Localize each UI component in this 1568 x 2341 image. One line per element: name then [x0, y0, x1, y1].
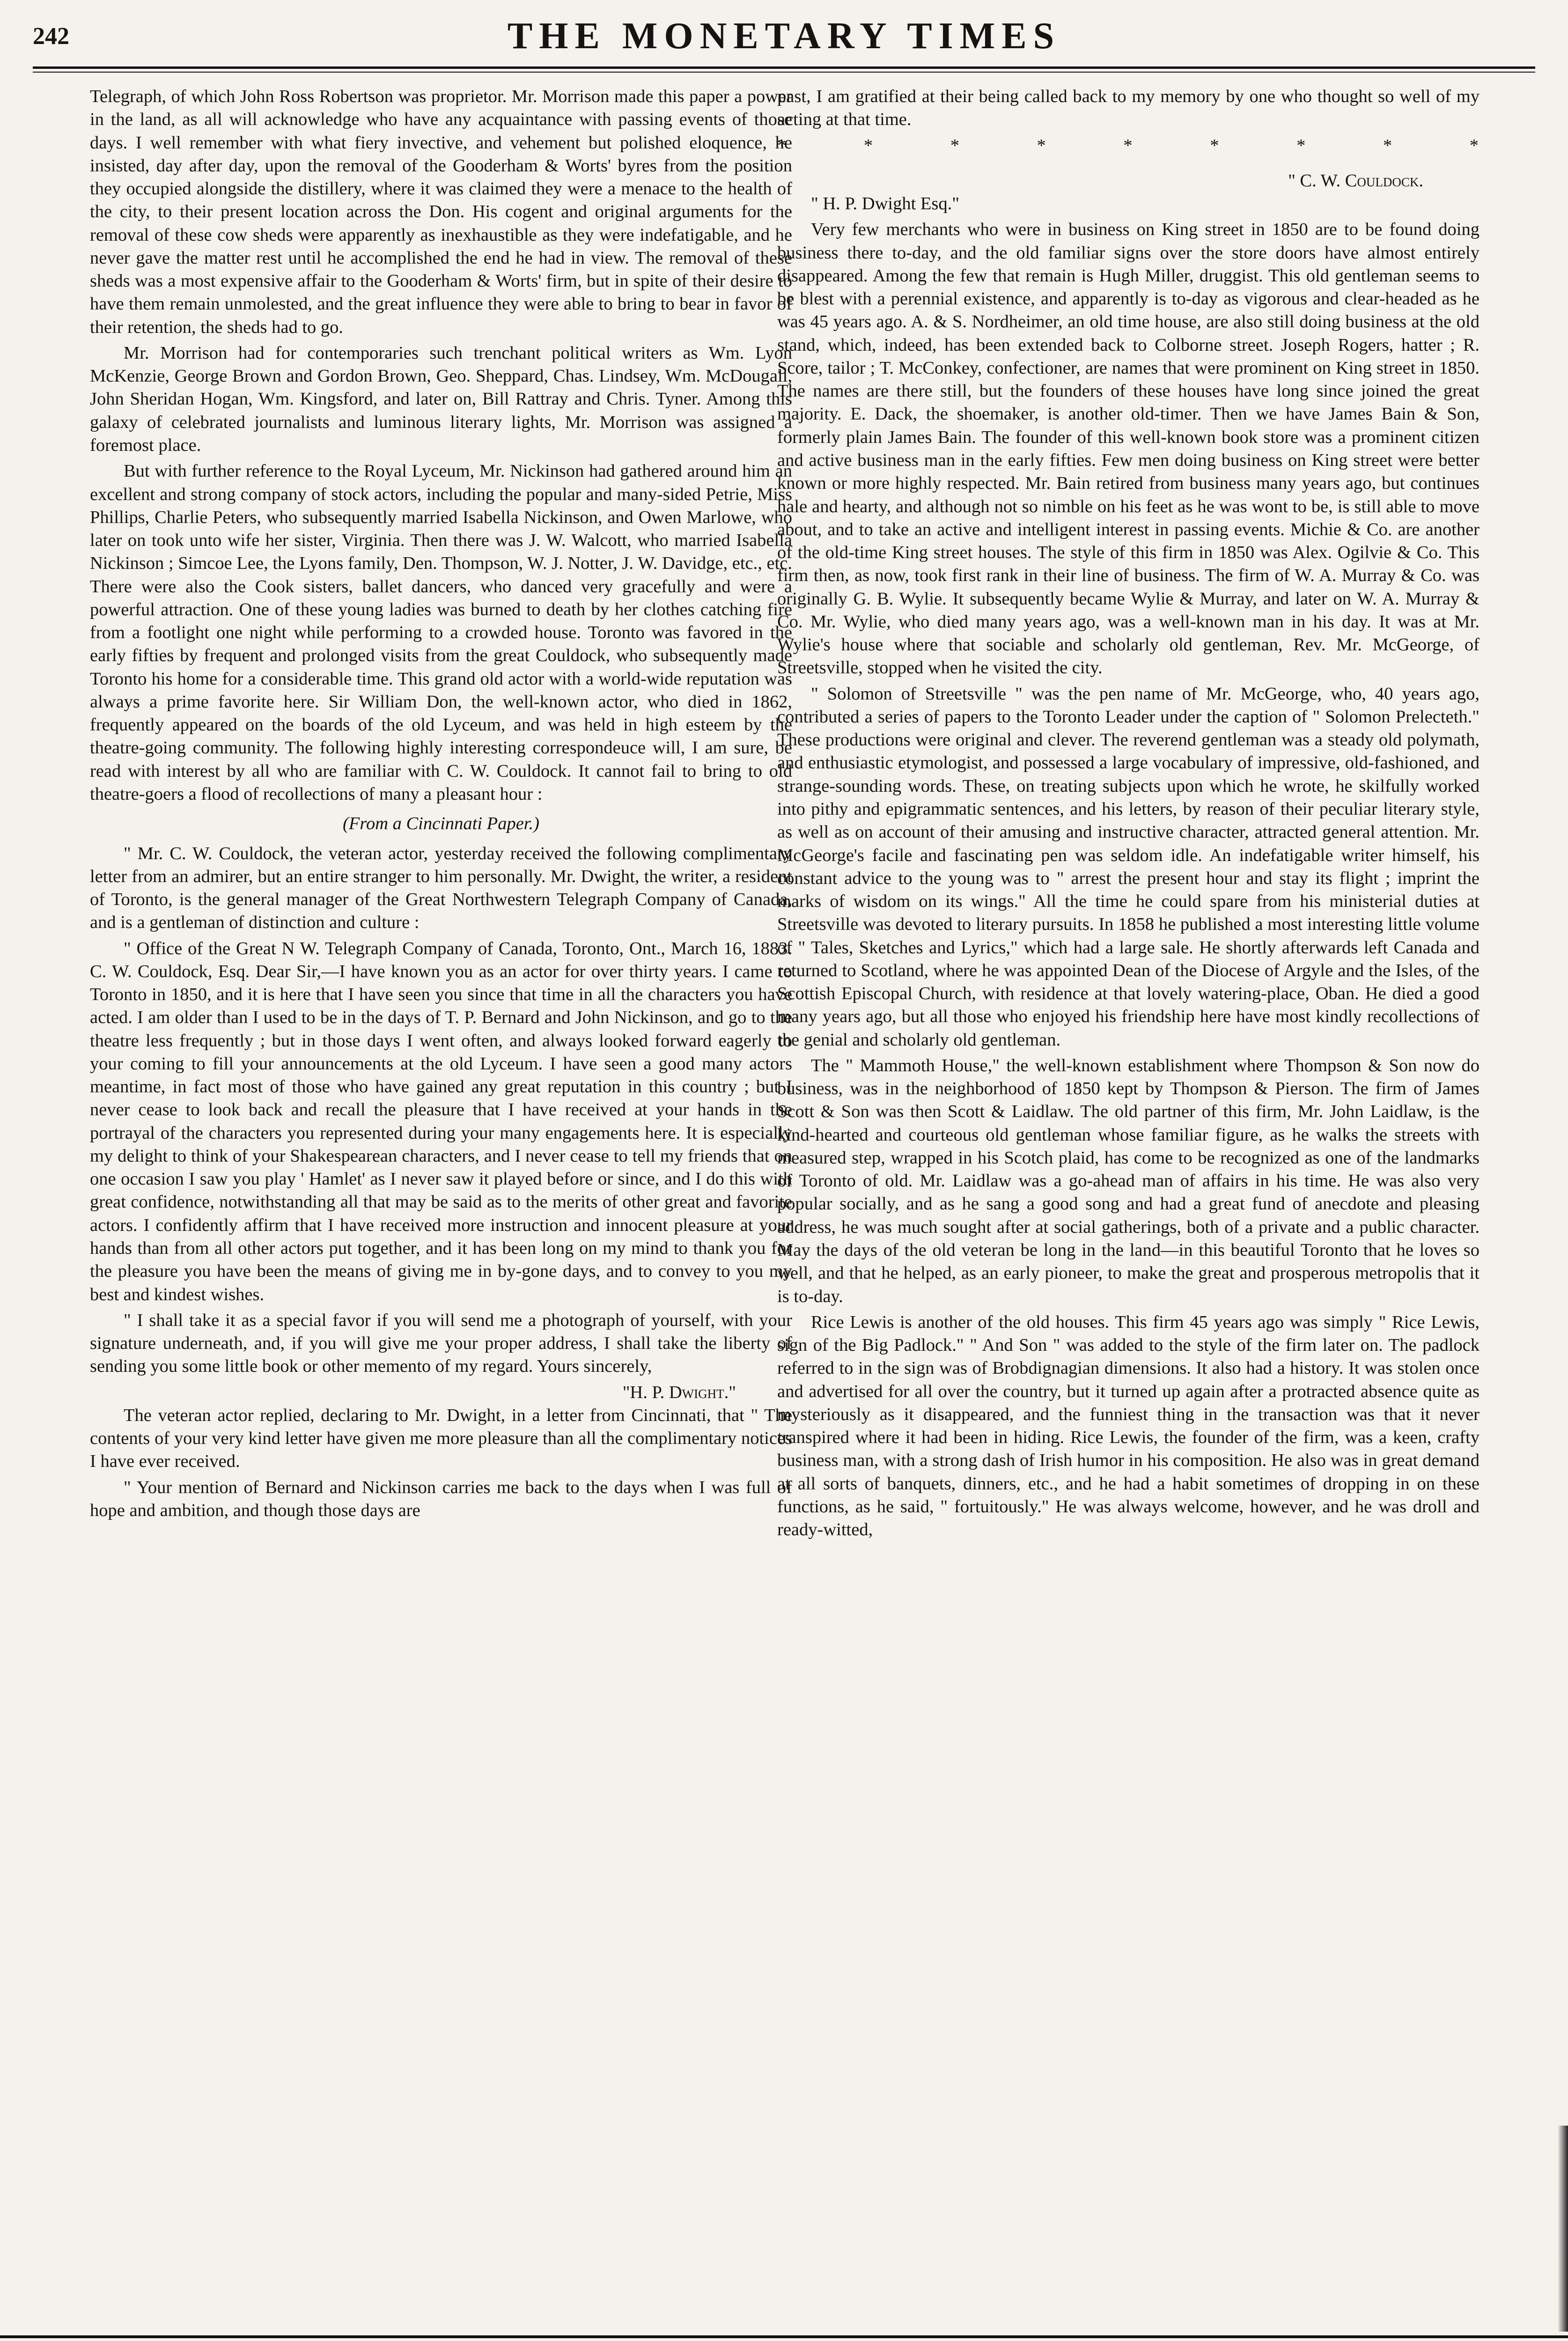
left-column — [90, 85, 792, 1525]
page-edge-shadow — [1558, 2126, 1568, 2332]
header-rule — [33, 66, 1535, 73]
paragraph: " Mr. C. W. Couldock, the veteran actor, yesterday received the following complimentary letter from an admirer, but an entire stranger to him personally. Mr. Dwight, the writer, a resident of Toronto, is the general manager of the Great Northwestern Telegraph Company of Canada, and is a gentleman of distinction and culture : — [90, 843, 792, 933]
paragraph: Mr. Morrison had for contemporaries such trenchant political writers as Wm. Lyon McKenzie, George Brown and Gordon Brown, Geo. Sheppard, Chas. Lindsey, Wm. McDougall, John Sheridan Hogan, Wm. Kingsford, and later on, Bill Rattray and Chris. Tyner. Among this galaxy of celebrated journalists and luminous literary lights, Mr. Morrison was assigned a foremost place. — [90, 343, 792, 455]
paragraph: Telegraph, of which John Ross Robertson was proprietor. Mr. Morrison made this paper a power in the land, as all will acknowledge who have any acquaintance with passing events of those days. I well remember with what fiery invective, and vehement but polished eloquence, he insisted, day after day, upon the removal of the Gooderham & Worts' byres from the position they occupied alongside the distillery, where it was claimed they were a menace to the health of the city, to their present location across the Don. His cogent and original arguments for the removal of these cow sheds were apparently as inexhaustible as they were indefatigable, and he never gave the matter rest until he accomplished the end he had in view. The removal of these sheds was a most expensive affair to the Gooderham & Worts' firm, but in spite of their desire to have them remain unmolested, and the great influence they were able to bring to bear in favor of their retention, the sheds had to go. — [90, 87, 792, 337]
paragraph: But with further reference to the Royal Lyceum, Mr. Nickinson had gathered around him an excellent and strong company of stock actors, including the popular and many-sided Petrie, Miss Phillips, Charlie Peters, who subsequently married Isabella Nickinson, and Owen Marlowe, who later on took unto wife her sister, Virginia. Then there was J. W. Walcott, who married Isabella Nickinson ; Simcoe Lee, the Lyons family, Den. Thompson, W. J. Notter, J. W. Davidge, etc., etc. There were also the Cook sisters, ballet dancers, who danced very gracefully and were a powerful attraction. One of these young ladies was burned to death by her clothes catching fire from a footlight one night while performing to a crowded house. Toronto was favored in the early fifties by frequent and prolonged visits from the great Couldock, who subsequently made Toronto his home for a considerable time. This grand old actor with a world-wide reputation was always a prime favorite here. Sir William Don, the well-known actor, who died in 1862, frequently appeared on the boards of the old Lyceum, and was held in high esteem by the theatre-going community. The following highly interesting correspondeuce will, I am sure, be read with interest by all who are familiar with C. W. Couldock. It cannot fail to bring to old theatre-goers a flood of recollections of many a pleasant hour : — [90, 461, 792, 804]
paragraph: The veteran actor replied, declaring to Mr. Dwight, in a letter from Cincinnati, that " The contents of your very kind letter have given me more pleasure than all the complimentary notices I have ever received. — [90, 1405, 792, 1472]
paragraph: past, I am gratified at their being called back to my memory by one who thought so well of my acting at that time. — [777, 87, 1480, 130]
right-column — [777, 85, 1480, 1544]
asterisk-divider: * * * * * * * * * — [777, 135, 1480, 155]
source-line: (From a Cincinnati Paper.) — [343, 814, 539, 834]
signature: " C. W. Couldock. — [1288, 170, 1423, 191]
paragraph: " I shall take it as a special favor if you will send me a photograph of yourself, with your signature underneath, and, if you will give me your proper address, I shall take the liberty of sending you some little book or other memento of my regard. Yours sincerely, — [90, 1310, 792, 1377]
paragraph: Rice Lewis is another of the old houses. This firm 45 years ago was simply " Rice Lewis, sign of the Big Padlock." " And Son " was added to the style of the firm later on. The padlock referred to in the sign was of Brobdignagian dimensions. It also had a history. It was stolen once and advertised for all over the country, but it turned up again after a protracted absence quite as mysteriously as it disappeared, and the funniest thing in the transaction was that it never transpired where it had been in hiding. Rice Lewis, the founder of the firm, was a keen, crafty business man, with a strong dash of Irish humor in his composition. He also was in great demand at all sorts of banquets, dinners, etc., and he had a habit sometimes of dropping in on these functions, as he said, " fortuitously." He was always welcome, however, and he was droll and ready-witted, — [777, 1312, 1480, 1540]
paragraph: " Your mention of Bernard and Nickinson carries me back to the days when I was full of hope and ambition, and though those days are — [90, 1477, 792, 1520]
paragraph: Very few merchants who were in business on King street in 1850 are to be found doing business there to-day, and the old familiar signs over the store doors have almost entirely disappeared. Among the few that remain is Hugh Miller, druggist. This old gentleman seems to be blest with a perennial existence, and apparently is to-day as vigorous and clear-headed as he was 45 years ago. A. & S. Nordheimer, an old time house, are also still doing business at the old stand, which, indeed, has been extended back to Colborne street. Joseph Rogers, hatter ; R. Score, tailor ; T. McConkey, confectioner, are names that were prominent on King street in 1850. The names are there still, but the founders of these houses have long since joined the great majority. E. Dack, the shoemaker, is another old-timer. Then we have James Bain & Son, formerly plain James Bain. The founder of this well-known book store was a prominent citizen and active business man in the early fifties. Few men doing business on King street were better known or more highly respected. Mr. Bain retired from business many years ago, but continues hale and hearty, and although not so nimble on his feet as he was wont to be, is still able to move about, and to take an active and intelligent interest in passing events. Michie & Co. are another of the old-time King street houses. The style of this firm in 1850 was Alex. Ogilvie & Co. This firm then, as now, took first rank in their line of business. The firm of W. A. Murray & Co. was originally G. B. Wylie. It subsequently became Wylie & Murray, and later on W. A. Murray & Co. Mr. Wylie, who died many years ago, was a well-known man in his day. It was at Mr. Wylie's house where that sociable and scholarly old gentleman, Rev. Mr. McGeorge, of Streetsville, stopped when he visited the city. — [777, 220, 1480, 678]
page-number: 242 — [33, 23, 69, 50]
paragraph: " Office of the Great N W. Telegraph Company of Canada, Toronto, Ont., March 16, 1883. C. W. Couldock, Esq. Dear Sir,—I have known you as an actor for over thirty years. I came to Toronto in 1850, and it is here that I have seen you since that time in all the characters you have acted. I am older than I used to be in the days of T. P. Bernard and John Nickinson, and go to the theatre less frequently ; but in those days I went often, and always looked forward eagerly to your coming to fill your announcements at the old Lyceum. I have seen a good many actors meantime, in fact most of those who have gained any great reputation in this country ; but I never cease to look back and recall the pleasure that I have received at your hands in the portrayal of the characters you represented during your many engagements here. It is especially my delight to think of your Shakespearean characters, and I never cease to tell my friends that on one occasion I saw you play ' Hamlet' as I never saw it played before or since, and I do this with great confidence, notwithstanding all that may be said as to the merits of other great and favorite actors. I confidently affirm that I have received more instruction and innocent pleasure at your hands than from all other actors put together, and it has been long on my mind to thank you for the pleasure you have been the means of giving me in by-gone days, and to convey to you my best and kindest wishes. — [90, 938, 792, 1304]
footer-rule — [0, 2335, 1568, 2338]
addressee: " H. P. Dwight Esq." — [811, 194, 960, 214]
paragraph: " Solomon of Streetsville " was the pen name of Mr. McGeorge, who, 40 years ago, contributed a series of papers to the Toronto Leader under the caption of " Solomon Prelecteth." These productions were original and clever. The reverend gentleman was a steady old polymath, and enthusiastic etymologist, and possessed a large vocabulary of impressive, old-fashioned, and strange-sounding words. These, on treating subjects upon which he wrote, he skilfully worked into pithy and epigrammatic sentences, and his letters, by reason of their peculiar literary style, as well as on account of their amusing and instructive character, attracted general attention. Mr. McGeorge's facile and fascinating pen was seldom idle. An indefatigable writer himself, his constant advice to the young was to " arrest the present hour and stay its flight ; imprint the marks of wisdom on its wings." All the time he could spare from his ministerial duties at Streetsville was devoted to literary pursuits. In 1858 he published a most interesting little volume of " Tales, Sketches and Lyrics," which had a large sale. He shortly afterwards left Canada and returned to Scotland, where he was appointed Dean of the Diocese of Argyle and the Isles, of the Scottish Episcopal Church, with residence at that lovely watering-place, Oban. He died a good many years ago, but all those who enjoyed his friendship here have most kindly recollections of the genial and scholarly old gentleman. — [777, 684, 1480, 1050]
masthead-title: THE MONETARY TIMES — [507, 15, 1061, 57]
paragraph: The " Mammoth House," the well-known establishment where Thompson & Son now do business, was in the neighborhood of 1850 kept by Thompson & Pierson. The firm of James Scott & Son was then Scott & Laidlaw. The old partner of this firm, Mr. John Laidlaw, is the kind-hearted and courteous old gentleman whose familiar figure, as he walks the streets with measured step, wrapped in his Scotch plaid, has come to be recognized as one of the landmarks of Toronto of old. Mr. Laidlaw was a go-ahead man of affairs in his time. He was also very popular socially, and as he sang a good song and had a great fund of anecdote and pleasing address, he was much sought after at social gatherings, both of a private and a public character. May the days of the old veteran be long in the land—in this beautiful Toronto that he loves so well, and that he helped, as an early pioneer, to make the great and prosperous metropolis that it is to-day. — [777, 1055, 1480, 1306]
signature: "H. P. Dwight." — [622, 1382, 736, 1402]
